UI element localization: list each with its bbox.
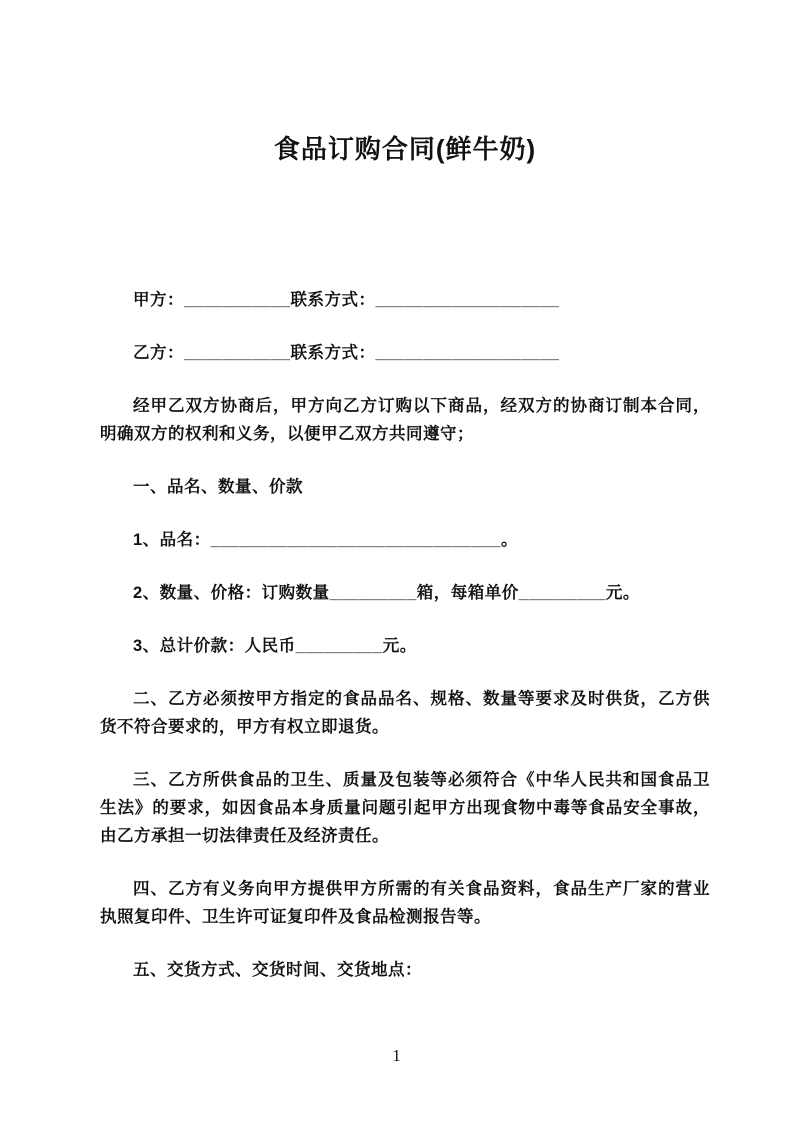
section-1-heading: 一、品名、数量、价款	[133, 478, 303, 496]
section-4-paragraph: 四、乙方有义务向甲方提供甲方所需的有关食品资料，食品生产厂家的营业执照复印件、卫生许可证复印件及食品检测报告等。	[100, 880, 710, 926]
party-b-line: 乙方：___________联系方式：___________________	[133, 344, 560, 362]
intro-paragraph: 经甲乙双方协商后，甲方向乙方订购以下商品，经双方的协商订制本合同，明确双方的权利和义务，以便甲乙双方共同遵守；	[100, 397, 710, 443]
section-1-item-3: 3、总计价款：人民币_________元。	[133, 637, 417, 655]
page-number: 1	[392, 1046, 401, 1065]
section-2-paragraph: 二、乙方必须按甲方指定的食品品名、规格、数量等要求及时供货，乙方供货不符合要求的，甲方有权立即退货。	[100, 690, 710, 736]
section-5-heading: 五、交货方式、交货时间、交货地点：	[133, 961, 422, 979]
section-1-item-2: 2、数量、价格：订购数量_________箱，每箱单价_________元。	[133, 584, 640, 602]
section-1-item-1: 1、品名：______________________________。	[133, 531, 518, 549]
party-a-line: 甲方：___________联系方式：___________________	[133, 291, 560, 309]
section-3-paragraph: 三、乙方所供食品的卫生、质量及包装等必须符合《中华人民共和国食品卫生法》的要求，如因食品本身质量问题引起甲方出现食物中毒等食品安全事故，由乙方承担一切法律责任及经济责任。	[100, 771, 710, 845]
document-title: 食品订购合同(鲜牛奶)	[273, 134, 537, 164]
